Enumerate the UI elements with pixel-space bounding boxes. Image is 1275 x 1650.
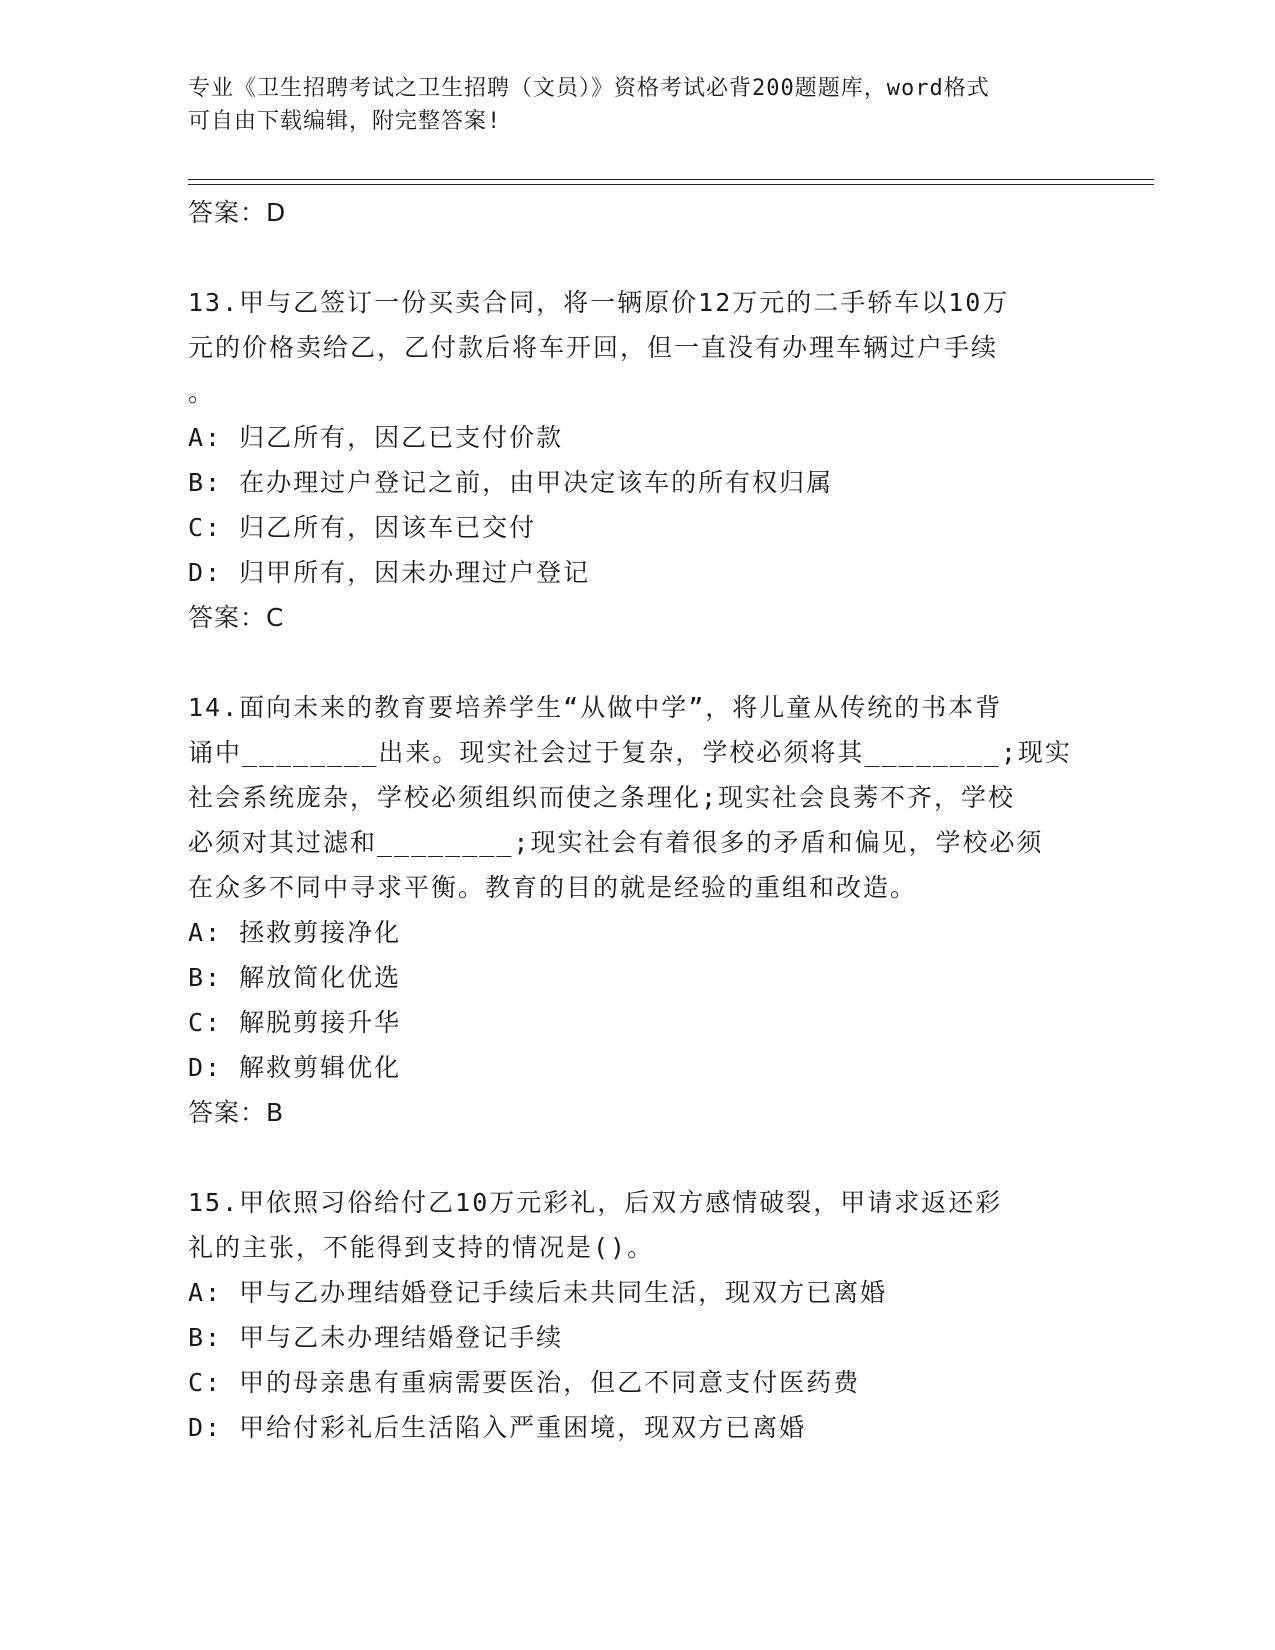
question-15-option-d: D: 甲给付彩礼后生活陷入严重困境，现双方已离婚 [188, 1413, 807, 1442]
question-15-text-line: 礼的主张，不能得到支持的情况是()。 [188, 1233, 655, 1262]
question-13-text-line: 。 [188, 378, 216, 407]
spacer [188, 1135, 1088, 1180]
question-14-option-c: C: 解脱剪接升华 [188, 1008, 402, 1037]
question-13-text-line: 13.甲与乙签订一份买卖合同，将一辆原价12万元的二手轿车以10万 [188, 288, 1010, 317]
spacer [188, 235, 1088, 280]
question-15-option-b: B: 甲与乙未办理结婚登记手续 [188, 1323, 564, 1352]
question-14-text-line: 在众多不同中寻求平衡。教育的目的就是经验的重组和改造。 [188, 873, 918, 902]
question-13-answer: 答案：C [188, 603, 285, 632]
document-header [188, 72, 1068, 138]
question-14-text-line: 14.面向未来的教育要培养学生“从做中学”，将儿童从传统的书本背 [188, 693, 1003, 722]
question-14-text-line: 社会系统庞杂，学校必须组织而使之条理化;现实社会良莠不齐，学校 [188, 783, 1016, 812]
question-13-option-a: A: 归乙所有，因乙已支付价款 [188, 423, 564, 452]
question-15-option-a: A: 甲与乙办理结婚登记手续后未共同生活，现双方已离婚 [188, 1278, 888, 1307]
question-14-option-d: D: 解救剪辑优化 [188, 1053, 402, 1082]
question-15-text-line: 15.甲依照习俗给付乙10万元彩礼，后双方感情破裂，甲请求返还彩 [188, 1188, 1003, 1217]
header-divider-bottom [188, 184, 1154, 185]
question-13-option-c: C: 归乙所有，因该车已交付 [188, 513, 537, 542]
previous-answer: 答案：D [188, 198, 287, 227]
question-14-option-a: A: 拯救剪接净化 [188, 918, 402, 947]
spacer [188, 640, 1088, 685]
question-15 [188, 1180, 1088, 1450]
header-line-1: 专业《卫生招聘考试之卫生招聘（文员）》资格考试必背200题题库，word格式 [188, 76, 990, 101]
question-14-option-b: B: 解放简化优选 [188, 963, 402, 992]
question-13 [188, 280, 1088, 640]
question-14-text-line: 诵中________出来。现实社会过于复杂，学校必须将其________;现实 [188, 738, 1072, 767]
question-13-option-b: B: 在办理过户登记之前，由甲决定该车的所有权归属 [188, 468, 834, 497]
question-14-text-line: 必须对其过滤和________;现实社会有着很多的矛盾和偏见，学校必须 [188, 828, 1044, 857]
header-divider-top [188, 179, 1154, 180]
question-content [188, 190, 1088, 1450]
question-13-text-line: 元的价格卖给乙，乙付款后将车开回，但一直没有办理车辆过户手续 [188, 333, 999, 362]
question-14-answer: 答案：B [188, 1098, 285, 1127]
question-14 [188, 685, 1088, 1135]
question-13-option-d: D: 归甲所有，因未办理过户登记 [188, 558, 591, 587]
question-15-option-c: C: 甲的母亲患有重病需要医治，但乙不同意支付医药费 [188, 1368, 861, 1397]
header-line-2: 可自由下载编辑，附完整答案! [188, 109, 502, 134]
